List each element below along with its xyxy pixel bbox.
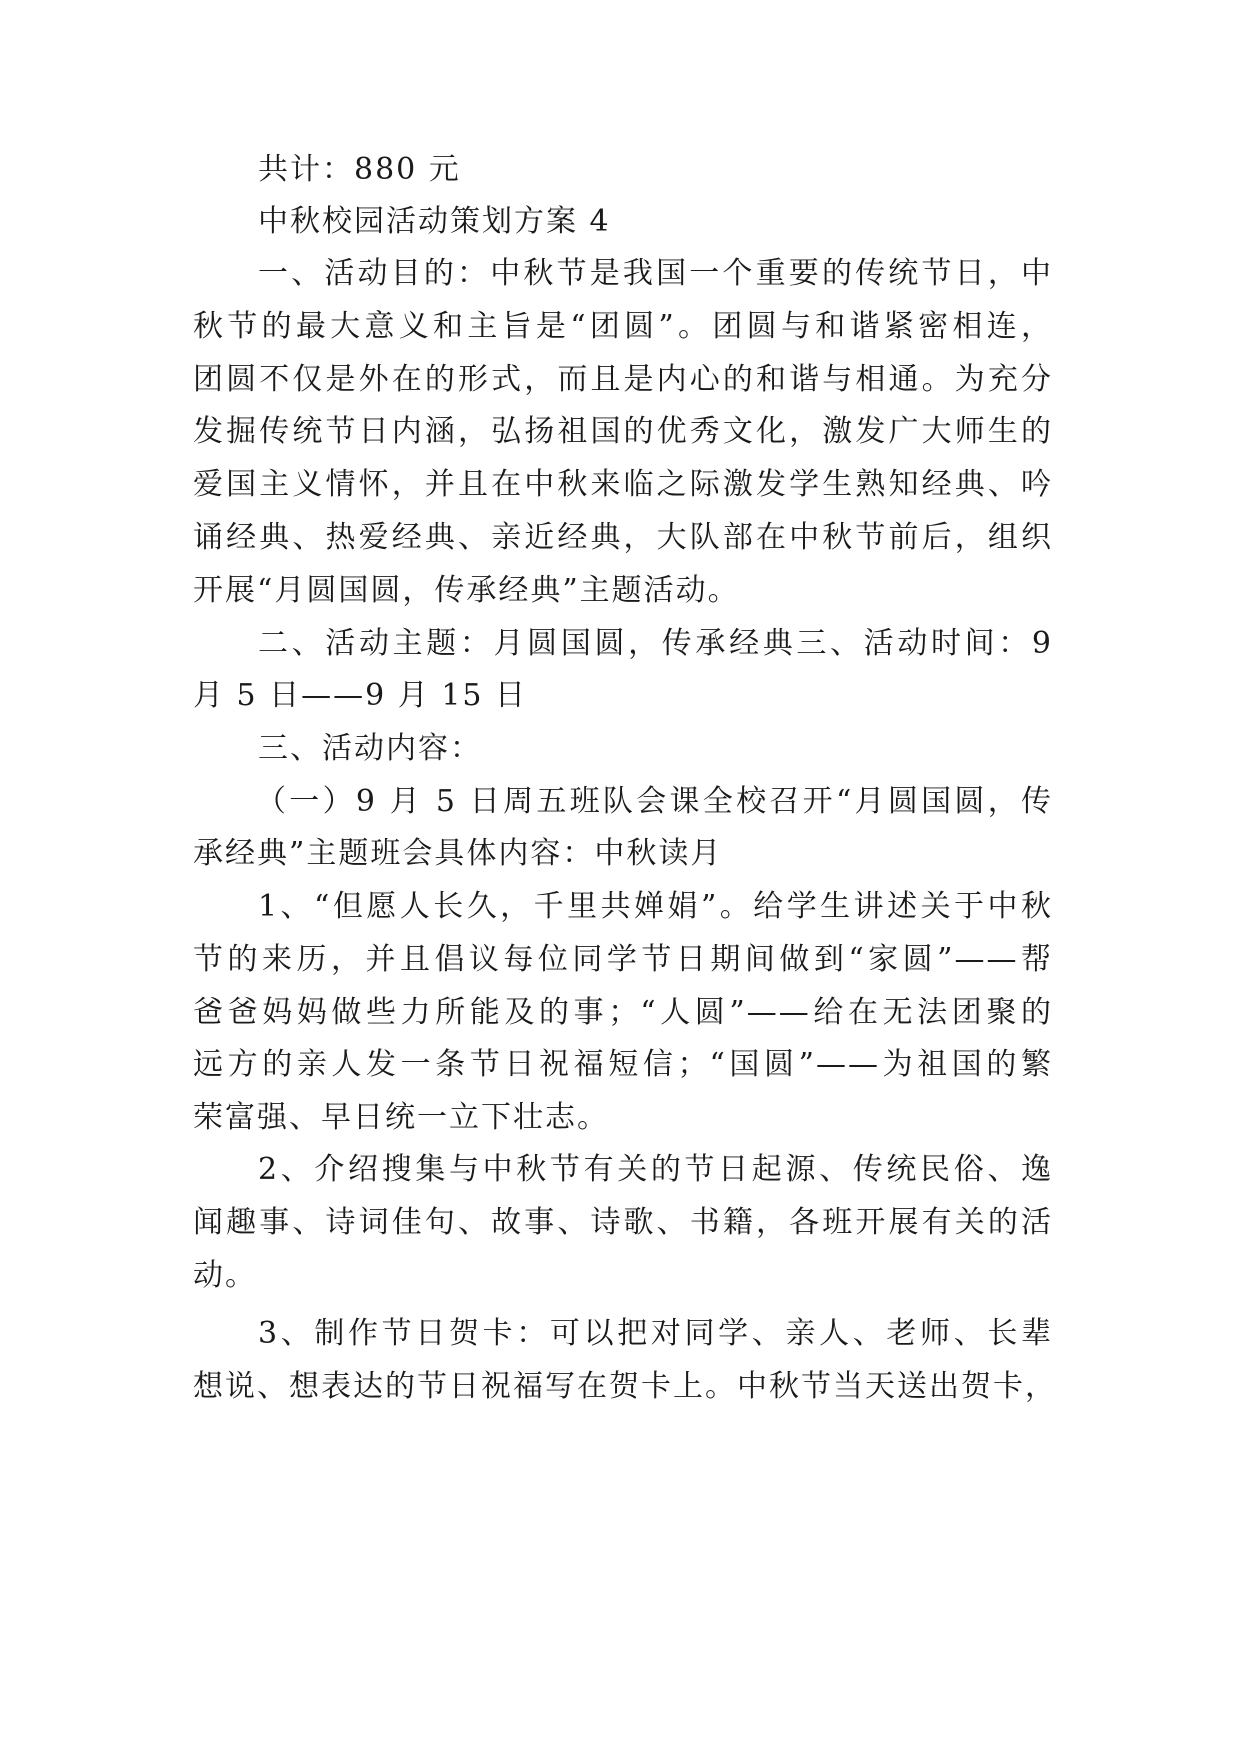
subsection-heading: 三、活动内容： [258, 731, 482, 766]
paragraph-line: 节的来历，并且倡议每位同学节日期间做到“家圆”——帮 [193, 942, 1053, 977]
paragraph-line: 爸爸妈妈做些力所能及的事；“人圆”——给在无法团聚的 [193, 995, 1053, 1030]
paragraph-line: 月 5 日——9 月 15 日 [193, 678, 528, 713]
total-cost-line: 共计：880 元 [258, 152, 461, 187]
paragraph-line: 闻趣事、诗词佳句、故事、诗歌、书籍，各班开展有关的活 [193, 1205, 1053, 1240]
paragraph-line: 发掘传统节日内涵，弘扬祖国的优秀文化，激发广大师生的 [193, 414, 1053, 449]
paragraph-line: 2、介绍搜集与中秋节有关的节日起源、传统民俗、逸 [258, 1152, 1053, 1187]
paragraph-line: 想说、想表达的节日祝福写在贺卡上。中秋节当天送出贺卡， [193, 1369, 1057, 1404]
paragraph-line: 开展“月圆国圆，传承经典”主题活动。 [193, 573, 740, 608]
paragraph-line: 二、活动主题：月圆国圆，传承经典三、活动时间：9 [258, 626, 1053, 661]
paragraph-line: 一、活动目的：中秋节是我国一个重要的传统节日，中 [258, 256, 1053, 291]
paragraph-line: 承经典”主题班会具体内容：中秋读月 [193, 836, 723, 871]
paragraph-line: 3、制作节日贺卡：可以把对同学、亲人、老师、长辈 [258, 1316, 1053, 1351]
section-title: 中秋校园活动策划方案 4 [258, 204, 611, 239]
paragraph-line: 爱国主义情怀，并且在中秋来临之际激发学生熟知经典、吟 [193, 467, 1053, 502]
paragraph-line: 远方的亲人发一条节日祝福短信；“国圆”——为祖国的繁 [193, 1047, 1053, 1082]
paragraph-line: 动。 [193, 1258, 257, 1293]
paragraph-line: 1、“但愿人长久，千里共婵娟”。给学生讲述关于中秋 [258, 889, 1053, 924]
paragraph-line: 荣富强、早日统一立下壮志。 [193, 1100, 609, 1135]
paragraph-line: 秋节的最大意义和主旨是“团圆”。团圆与和谐紧密相连， [193, 309, 1053, 344]
paragraph-line: （一）9 月 5 日周五班队会课全校召开“月圆国圆，传 [256, 784, 1053, 819]
paragraph-line: 诵经典、热爱经典、亲近经典，大队部在中秋节前后，组织 [193, 520, 1053, 555]
paragraph-line: 团圆不仅是外在的形式，而且是内心的和谐与相通。为充分 [193, 362, 1053, 397]
